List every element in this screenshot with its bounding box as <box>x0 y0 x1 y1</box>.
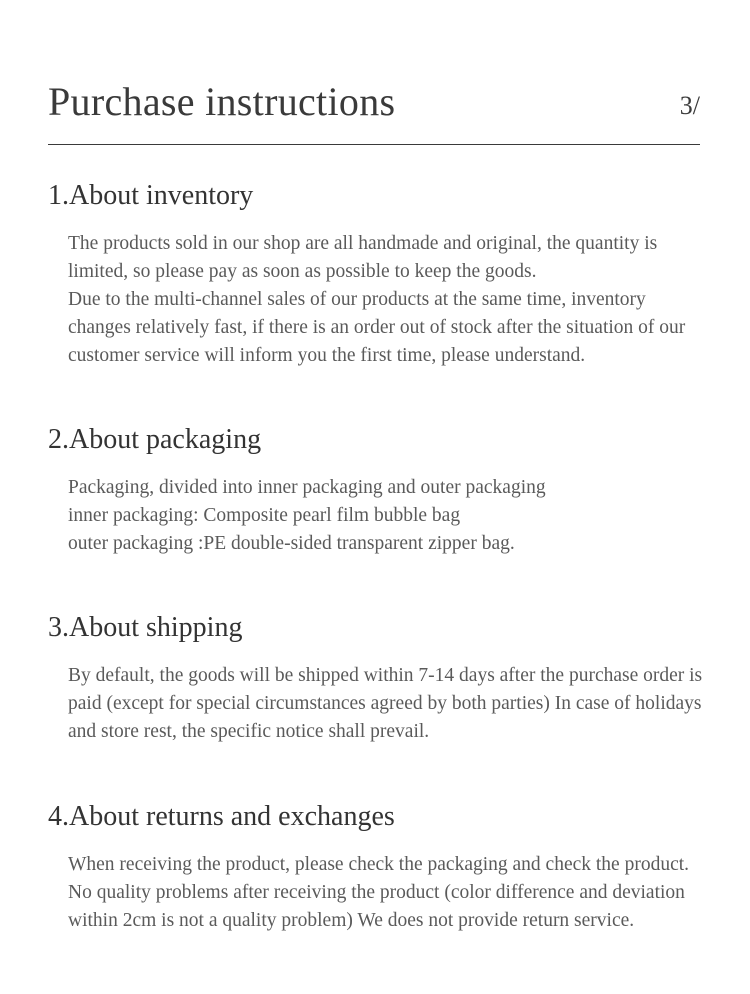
page-header <box>48 72 700 145</box>
section-shipping <box>48 608 710 746</box>
paragraph: By default, the goods will be shipped within 7-14 days after the purchase order is paid (except for special circumstances agreed by both parties) In case of holidays and store rest, the specific notice shall prevail. <box>68 665 703 742</box>
section-heading: 4.About returns and exchanges <box>48 801 395 832</box>
section-heading: 3.About shipping <box>48 612 243 643</box>
page-title: Purchase instructions <box>48 79 396 124</box>
paragraph: Due to the multi-channel sales of our products at the same time, inventory changes relatively fast, if there is an order out of stock after the situation of our customer service will inform you the first time, please understand. <box>68 289 686 366</box>
paragraph: outer packaging :PE double-sided transparent zipper bag. <box>68 533 515 554</box>
section-body <box>68 662 710 746</box>
section-body <box>68 230 710 370</box>
section-heading: 1.About inventory <box>48 180 254 211</box>
section-returns <box>48 797 710 935</box>
section-body <box>68 474 710 558</box>
section-body <box>68 851 710 935</box>
paragraph: Packaging, divided into inner packaging and outer packaging <box>68 477 546 498</box>
section-inventory <box>48 176 710 370</box>
section-packaging <box>48 420 710 558</box>
page-number: 3/ <box>679 91 700 120</box>
paragraph: The products sold in our shop are all handmade and original, the quantity is limited, so please pay as soon as possible to keep the goods. <box>68 233 658 282</box>
section-heading: 2.About packaging <box>48 424 262 455</box>
paragraph: inner packaging: Composite pearl film bubble bag <box>68 505 461 526</box>
paragraph: When receiving the product, please check the packaging and check the product. No quality problems after receiving the product (color difference and deviation within 2cm is not a quality problem) We does not provide return service. <box>68 854 690 931</box>
